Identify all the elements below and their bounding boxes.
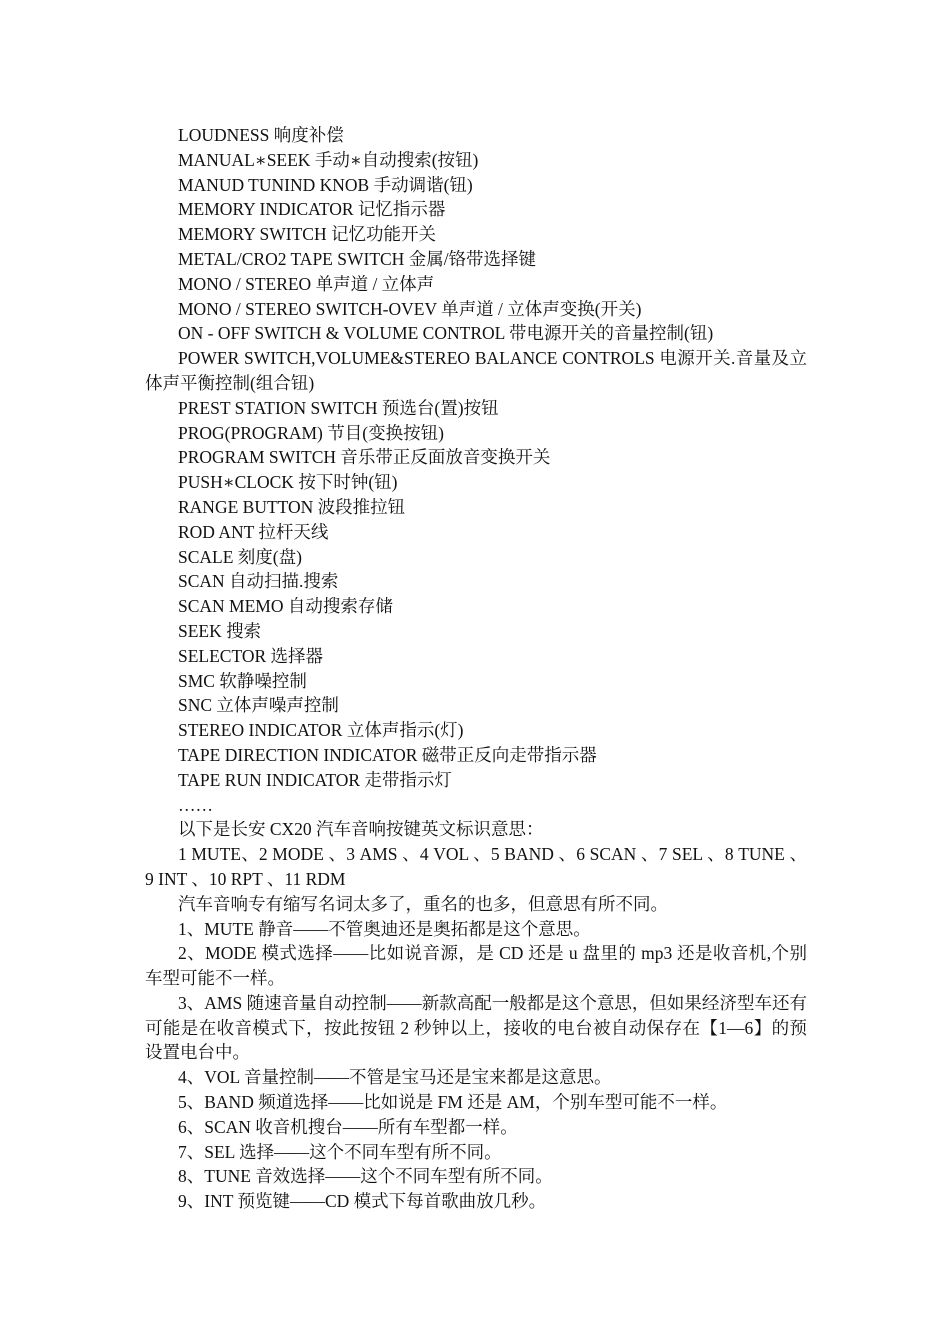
paragraph: RANGE BUTTON 波段推拉钮: [178, 496, 406, 517]
paragraph: PUSH∗CLOCK 按下时钟(钮): [178, 472, 398, 493]
paragraph: 8、TUNE 音效选择——这个不同车型有所不同。: [178, 1166, 553, 1187]
paragraph: 1、MUTE 静音——不管奥迪还是奥拓都是这个意思。: [178, 918, 591, 939]
paragraph: PROGRAM SWITCH 音乐带正反面放音变换开关: [178, 447, 551, 468]
paragraph: SCALE 刻度(盘): [178, 546, 302, 567]
paragraph: 1 MUTE、2 MODE 、3 AMS 、4 VOL 、5 BAND 、6 SCAN 、7 SEL 、8 TUNE 、9 INT 、10 RPT 、11 RDM: [145, 844, 807, 889]
paragraph: ROD ANT 拉杆天线: [178, 521, 329, 542]
paragraph: TAPE DIRECTION INDICATOR 磁带正反向走带指示器: [178, 744, 597, 765]
paragraph: LOUDNESS 响度补偿: [178, 125, 344, 145]
paragraph: SCAN 自动扫描.搜索: [178, 571, 339, 592]
paragraph: 以下是长安 CX20 汽车音响按键英文标识意思：: [178, 819, 544, 840]
paragraph: POWER SWITCH,VOLUME&STEREO BALANCE CONTROLS 电源开关.音量及立体声平衡控制(组合钮): [145, 348, 807, 393]
paragraph: SCAN MEMO 自动搜索存储: [178, 596, 393, 617]
paragraph: 4、VOL 音量控制——不管是宝马还是宝来都是这意思。: [178, 1067, 612, 1088]
paragraph: TAPE RUN INDICATOR 走带指示灯: [178, 769, 452, 790]
paragraph: MEMORY SWITCH 记忆功能开关: [178, 224, 436, 245]
paragraph: MANUD TUNIND KNOB 手动调谐(钮): [178, 174, 473, 195]
document-body: [145, 123, 807, 1214]
paragraph: 7、SEL 选择——这个不同车型有所不同。: [178, 1141, 502, 1162]
paragraph: SNC 立体声噪声控制: [178, 695, 339, 716]
paragraph: METAL/CRO2 TAPE SWITCH 金属/铬带选择键: [178, 248, 537, 269]
paragraph: PREST STATION SWITCH 预选台(置)按钮: [178, 397, 499, 418]
paragraph: 5、BAND 频道选择——比如说是 FM 还是 AM，个别车型可能不一样。: [178, 1092, 728, 1113]
paragraph: MEMORY INDICATOR 记忆指示器: [178, 199, 446, 220]
paragraph: SELECTOR 选择器: [178, 645, 324, 666]
paragraph: 2、MODE 模式选择——比如说音源，是 CD 还是 u 盘里的 mp3 还是收音机,个别车型可能不一样。: [145, 943, 807, 989]
paragraph: SMC 软静噪控制: [178, 670, 307, 691]
paragraph: 汽车音响专有缩写名词太多了，重名的也多，但意思有所不同。: [178, 893, 668, 914]
paragraph: ON - OFF SWITCH & VOLUME CONTROL 带电源开关的音量控制(钮): [178, 323, 714, 344]
paragraph: MONO / STEREO 单声道 / 立体声: [178, 273, 435, 294]
paragraph: STEREO INDICATOR 立体声指示(灯): [178, 720, 464, 741]
paragraph: PROG(PROGRAM) 节目(变换按钮): [178, 422, 444, 443]
paragraph: MONO / STEREO SWITCH-OVEV 单声道 / 立体声变换(开关): [178, 298, 642, 319]
ellipsis: ……: [178, 794, 213, 815]
paragraph: 9、INT 预览键——CD 模式下每首歌曲放几秒。: [178, 1191, 547, 1212]
paragraph: MANUAL∗SEEK 手动∗自动搜索(按钮): [178, 149, 479, 170]
paragraph: 6、SCAN 收音机搜台——所有车型都一样。: [178, 1116, 518, 1137]
paragraph: SEEK 搜索: [178, 620, 262, 641]
paragraph: 3、AMS 随速音量自动控制——新款高配一般都是这个意思，但如果经济型车还有可能是在收音模式下，按此按钮 2 秒钟以上，接收的电台被自动保存在【1—6】的预设置电台中。: [145, 992, 807, 1063]
